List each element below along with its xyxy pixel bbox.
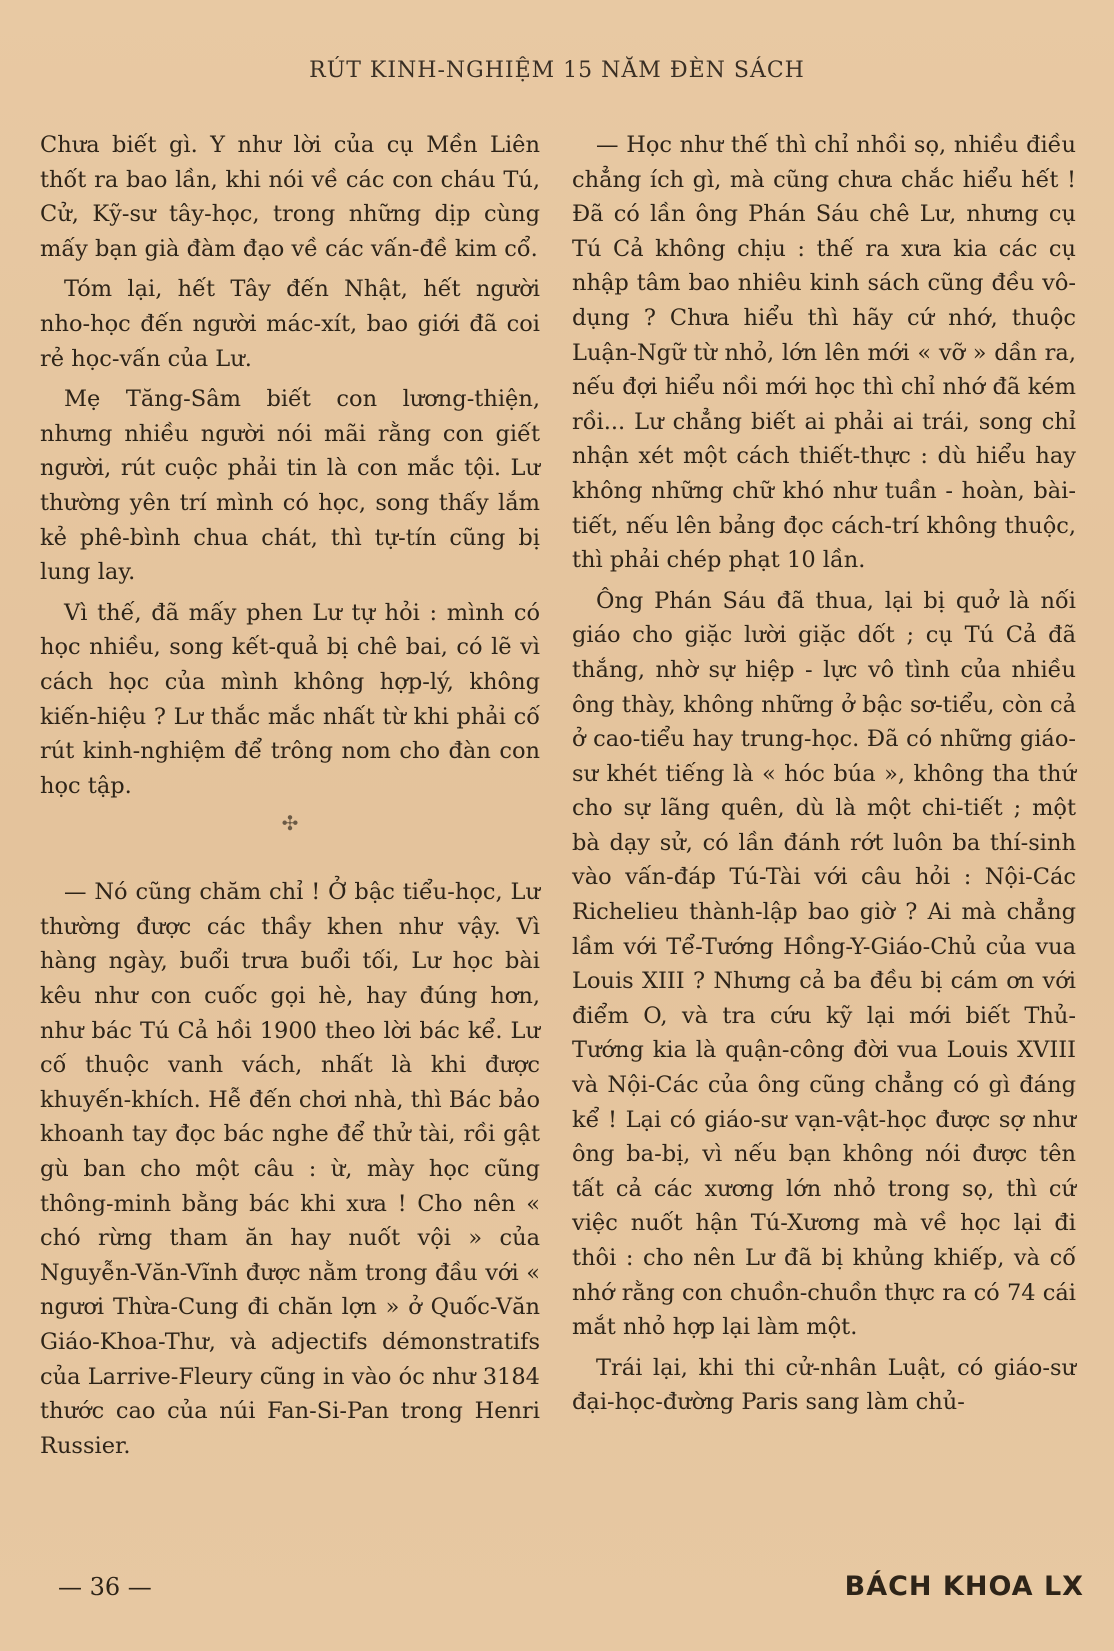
left-paragraph-5: — Nó cũng chăm chỉ ! Ở bậc tiểu-học, Lư thường được các thầy khen như vậy. Vì hàng ngày, buổi trưa buổi tối, Lư học bài kêu như con cuốc gọi hè, hay đúng hơn, như bác Tú Cả hồi 1900 theo lời bác kể. Lư cố thuộc vanh vách, nhất là khi được khuyến-khích. Hễ đến chơi nhà, thì Bác bảo khoanh tay đọc bác nghe để thử tài, rồi gật gù ban cho một câu : ừ, mày học cũng thông-minh bằng bác khi xưa ! Cho nên « chó rừng tham ăn hay nuốt vội » của Nguyễn-Văn-Vĩnh được nằm trong đầu với « ngươi Thừa-Cung đi chăn lợn » ở Quốc-Văn Giáo-Khoa-Thư, và adjectifs démonstratifs của Larrive-Fleury cũng in vào óc như 3184 thước cao của núi Fan-Si-Pan trong Henri Russier. [40,879,540,1459]
section-separator-ornament: ✣ [281,811,299,836]
left-paragraph-2: Tóm lại, hết Tây đến Nhật, hết người nho-học đến người mác-xít, bao giới đã coi rẻ học-vấn của Lư. [40,276,540,372]
left-paragraph-4: Vì thế, đã mấy phen Lư tự hỏi : mình có học nhiều, song kết-quả bị chê bai, có lẽ vì cách học của mình không hợp-lý, không kiến-hiệu ? Lư thắc mắc nhất từ khi phải cố rút kinh-nghiệm để trông nom cho đàn con học tập. [40,599,540,799]
left-column [40,128,540,1469]
left-paragraph-3: Mẹ Tăng-Sâm biết con lương-thiện, nhưng nhiều người nói mãi rằng con giết người, rút cuộc phải tin là con mắc tội. Lư thường yên trí mình có học, song thấy lắm kẻ phê-bình chua chát, thì tự-tín cũng bị lung lay. [40,386,540,586]
left-paragraph-1: Chưa biết gì. Y như lời của cụ Mền Liên thốt ra bao lần, khi nói về các con cháu Tú, Cử, Kỹ-sư tây-học, trong những dịp cùng mấy bạn già đàm đạo về các vấn-đề kim cổ. [40,132,540,262]
right-paragraph-2: Ông Phán Sáu đã thua, lại bị quở là nối giáo cho giặc lười giặc dốt ; cụ Tú Cả đã thắng, nhờ sự hiệp - lực vô tình của nhiều ông thày, không những ở bậc sơ-tiểu, còn cả ở cao-tiểu hay trung-học. Đã có những giáo-sư khét tiếng là « hóc búa », không tha thứ cho sự lãng quên, dù là một chi-tiết ; một bà dạy sử, có lần đánh rớt luôn ba thí-sinh vào vấn-đáp Tú-Tài với câu hỏi : Nội-Các Richelieu thành-lập bao giờ ? Ai mà chẳng lầm với Tể-Tướng Hồng-Y-Giáo-Chủ của vua Louis XIII ? Nhưng cả ba đều bị cám ơn với điểm O, và tra cứu kỹ lại mới biết Thủ-Tướng kia là quận-công đời vua Louis XVIII và Nội-Các của ông cũng chẳng có gì đáng kể ! Lại có giáo-sư vạn-vật-học được sợ như ông ba-bị, vì nếu bạn không nói được tên tất cả các xương lớn nhỏ trong sọ, thì cứ việc nuốt hận Tú-Xương mà về học lại đi thôi : cho nên Lư đã bị khủng khiếp, và cố nhớ rằng con chuồn-chuồn thực ra có 74 cái mắt nhỏ hợp lại làm một. [572,587,1076,1341]
right-paragraph-1: — Học như thế thì chỉ nhồi sọ, nhiều điều chẳng ích gì, mà cũng chưa chắc hiểu hết ! Đã có lần ông Phán Sáu chê Lư, nhưng cụ Tú Cả không chịu : thế ra xưa kia các cụ nhập tâm bao nhiêu kinh sách cũng đều vô-dụng ? Chưa hiểu thì hãy cứ nhớ, thuộc Luận-Ngữ từ nhỏ, lớn lên mới « vỡ » dần ra, nếu đợi hiểu nồi mới học thì chỉ nhớ đã kém rồi... Lư chẳng biết ai phải ai trái, song chỉ nhận xét một cách thiết-thực : dù hiểu hay không những chữ khó như tuần - hoàn, bài-tiết, nếu lên bảng đọc cách-trí không thuộc, thì phải chép phạt 10 lần. [572,132,1076,574]
running-head: RÚT KINH-NGHIỆM 15 NĂM ĐÈN SÁCH [309,58,805,83]
right-column [572,128,1076,1426]
magazine-name: BÁCH KHOA LX [844,1571,1084,1602]
page-number: — 36 — [58,1573,152,1601]
right-paragraph-3: Trái lại, khi thi cử-nhân Luật, có giáo-sư đại-học-đường Paris sang làm chủ- [572,1354,1076,1416]
